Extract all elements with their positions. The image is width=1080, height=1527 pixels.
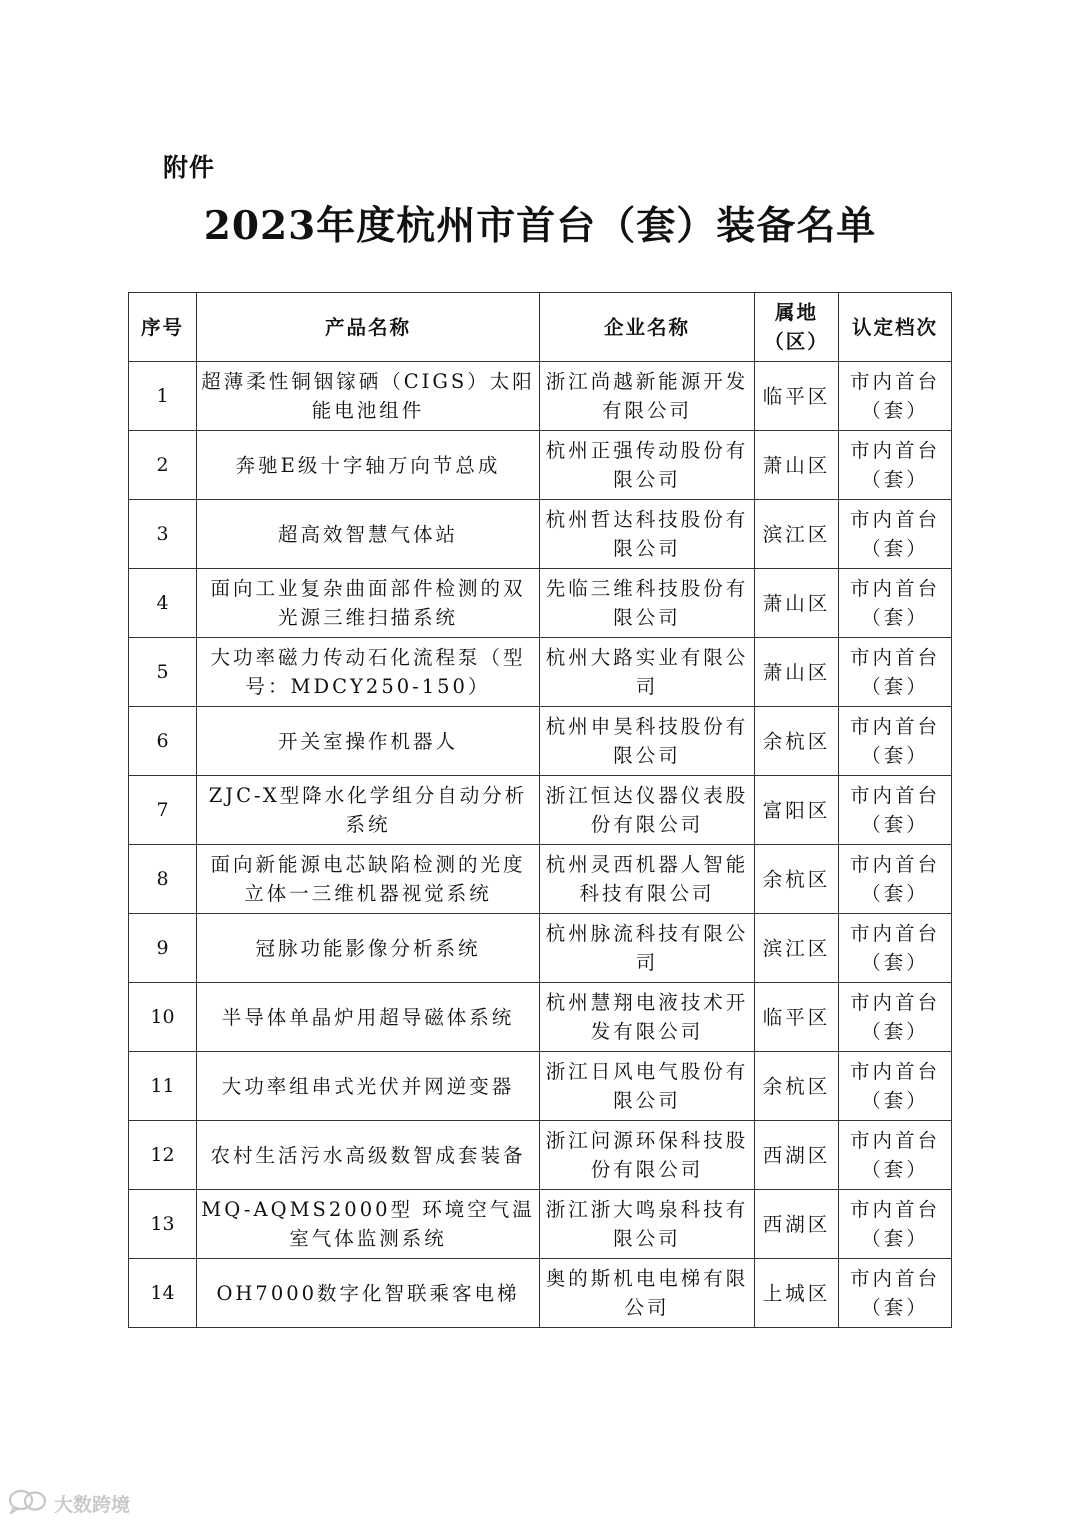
cell-level: 市内首台（套） <box>839 1121 952 1190</box>
cell-product: ZJC-X型降水化学组分自动分析系统 <box>197 776 540 845</box>
cell-product: 超高效智慧气体站 <box>197 500 540 569</box>
cell-seq: 8 <box>129 845 197 914</box>
cell-district: 临平区 <box>755 983 839 1052</box>
cell-district: 西湖区 <box>755 1121 839 1190</box>
cell-company: 杭州慧翔电液技术开发有限公司 <box>540 983 755 1052</box>
page-title: 2023年度杭州市首台（套）装备名单 <box>203 203 877 249</box>
cell-district: 滨江区 <box>755 914 839 983</box>
table-row <box>129 638 952 707</box>
cell-seq: 13 <box>129 1190 197 1259</box>
cell-district: 临平区 <box>755 362 839 431</box>
table-row <box>129 1190 952 1259</box>
cell-district: 萧山区 <box>755 431 839 500</box>
table-row <box>129 1121 952 1190</box>
cell-level: 市内首台（套） <box>839 569 952 638</box>
cell-product: OH7000数字化智联乘客电梯 <box>197 1259 540 1328</box>
cell-district: 富阳区 <box>755 776 839 845</box>
cell-company: 浙江浙大鸣泉科技有限公司 <box>540 1190 755 1259</box>
cell-company: 浙江尚越新能源开发有限公司 <box>540 362 755 431</box>
table-row <box>129 914 952 983</box>
cell-product: 农村生活污水高级数智成套装备 <box>197 1121 540 1190</box>
cell-company: 先临三维科技股份有限公司 <box>540 569 755 638</box>
cell-level: 市内首台（套） <box>839 362 952 431</box>
cell-district: 上城区 <box>755 1259 839 1328</box>
watermark <box>8 1488 130 1519</box>
cell-seq: 3 <box>129 500 197 569</box>
cell-company: 杭州申昊科技股份有限公司 <box>540 707 755 776</box>
table-row <box>129 1052 952 1121</box>
cell-seq: 10 <box>129 983 197 1052</box>
cell-district: 萧山区 <box>755 569 839 638</box>
cell-level: 市内首台（套） <box>839 983 952 1052</box>
cell-product: 开关室操作机器人 <box>197 707 540 776</box>
cell-product: MQ-AQMS2000型 环境空气温室气体监测系统 <box>197 1190 540 1259</box>
table-row <box>129 431 952 500</box>
cell-district: 余杭区 <box>755 845 839 914</box>
cell-district: 余杭区 <box>755 1052 839 1121</box>
cell-product: 奔驰E级十字轴万向节总成 <box>197 431 540 500</box>
cell-district: 西湖区 <box>755 1190 839 1259</box>
cell-company: 浙江问源环保科技股份有限公司 <box>540 1121 755 1190</box>
cell-level: 市内首台（套） <box>839 707 952 776</box>
cell-district: 滨江区 <box>755 500 839 569</box>
cell-product: 冠脉功能影像分析系统 <box>197 914 540 983</box>
header-product: 产品名称 <box>197 293 540 362</box>
equipment-list-table <box>128 292 952 1328</box>
cell-company: 浙江日风电气股份有限公司 <box>540 1052 755 1121</box>
cell-seq: 5 <box>129 638 197 707</box>
cell-seq: 6 <box>129 707 197 776</box>
header-level: 认定档次 <box>839 293 952 362</box>
header-company: 企业名称 <box>540 293 755 362</box>
cell-product: 面向工业复杂曲面部件检测的双光源三维扫描系统 <box>197 569 540 638</box>
cell-company: 杭州正强传动股份有限公司 <box>540 431 755 500</box>
cell-company: 浙江恒达仪器仪表股份有限公司 <box>540 776 755 845</box>
cell-company: 杭州大路实业有限公司 <box>540 638 755 707</box>
table-row <box>129 983 952 1052</box>
cell-product: 半导体单晶炉用超导磁体系统 <box>197 983 540 1052</box>
cell-level: 市内首台（套） <box>839 914 952 983</box>
cell-level: 市内首台（套） <box>839 845 952 914</box>
cell-seq: 4 <box>129 569 197 638</box>
table-row <box>129 707 952 776</box>
table-row <box>129 1259 952 1328</box>
cell-seq: 11 <box>129 1052 197 1121</box>
cell-seq: 12 <box>129 1121 197 1190</box>
cell-level: 市内首台（套） <box>839 1190 952 1259</box>
cell-level: 市内首台（套） <box>839 431 952 500</box>
header-district: 属地（区） <box>755 293 839 362</box>
cell-product: 面向新能源电芯缺陷检测的光度立体一三维机器视觉系统 <box>197 845 540 914</box>
cell-level: 市内首台（套） <box>839 1052 952 1121</box>
header-seq: 序号 <box>129 293 197 362</box>
table-row <box>129 845 952 914</box>
cell-level: 市内首台（套） <box>839 1259 952 1328</box>
cell-seq: 14 <box>129 1259 197 1328</box>
cell-seq: 1 <box>129 362 197 431</box>
cell-seq: 2 <box>129 431 197 500</box>
speech-bubble-logo-icon <box>8 1488 48 1519</box>
table-row <box>129 362 952 431</box>
cell-company: 奥的斯机电电梯有限公司 <box>540 1259 755 1328</box>
cell-seq: 9 <box>129 914 197 983</box>
cell-level: 市内首台（套） <box>839 776 952 845</box>
cell-company: 杭州哲达科技股份有限公司 <box>540 500 755 569</box>
cell-district: 余杭区 <box>755 707 839 776</box>
cell-company: 杭州灵西机器人智能科技有限公司 <box>540 845 755 914</box>
attachment-label: 附件 <box>163 153 216 182</box>
cell-district: 萧山区 <box>755 638 839 707</box>
cell-product: 大功率磁力传动石化流程泵（型号：MDCY250-150） <box>197 638 540 707</box>
table-row <box>129 569 952 638</box>
cell-level: 市内首台（套） <box>839 638 952 707</box>
cell-level: 市内首台（套） <box>839 500 952 569</box>
table-header-row <box>129 293 952 362</box>
cell-seq: 7 <box>129 776 197 845</box>
cell-product: 大功率组串式光伏并网逆变器 <box>197 1052 540 1121</box>
cell-product: 超薄柔性铜铟镓硒（CIGS）太阳能电池组件 <box>197 362 540 431</box>
table-row <box>129 500 952 569</box>
watermark-text: 大数跨境 <box>54 1494 131 1516</box>
table-row <box>129 776 952 845</box>
cell-company: 杭州脉流科技有限公司 <box>540 914 755 983</box>
